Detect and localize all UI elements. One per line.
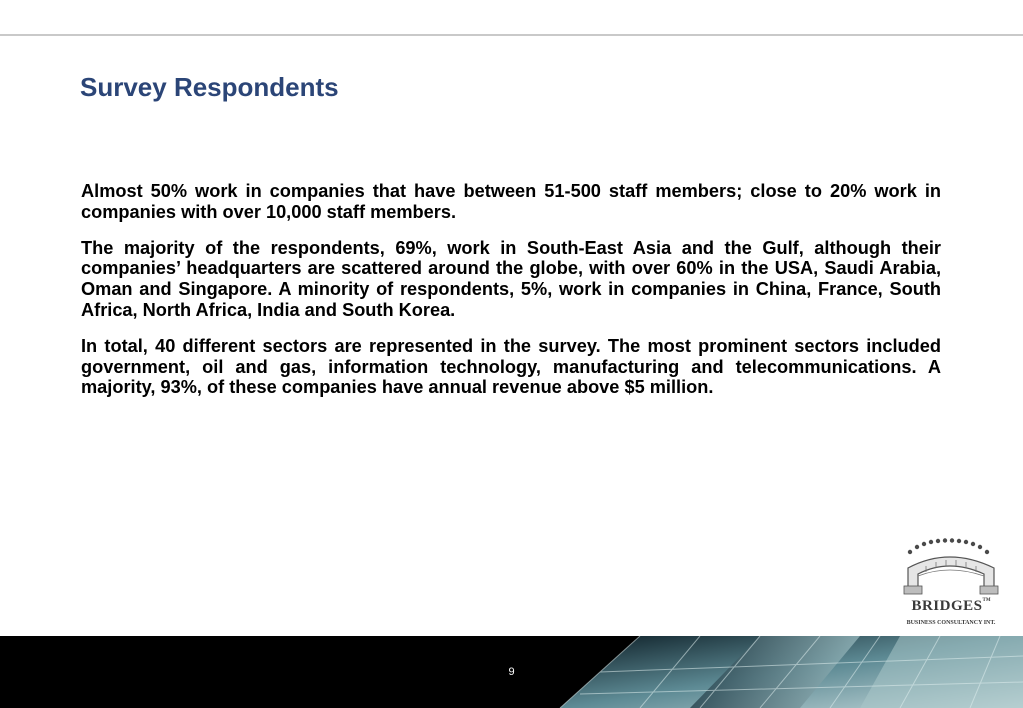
top-divider	[0, 34, 1023, 36]
paragraph-company-size: Almost 50% work in companies that have between 51-500 staff members; close to 20% work in companies with over 10,000 staff members.	[81, 181, 941, 222]
page-number: 9	[508, 666, 515, 678]
paragraph-sectors: In total, 40 different sectors are represented in the survey. The most prominent sectors included government, oil and gas, information technology, manufacturing and telecommunications. A majority, 93%, of these companies have annual revenue above $5 million.	[81, 335, 941, 398]
slide-title: Survey Respondents	[80, 72, 339, 102]
logo-name-text: BRIDGES	[911, 598, 983, 614]
footer-band	[0, 636, 1023, 708]
bridge-arch-icon	[898, 536, 1004, 602]
slide-body	[81, 181, 941, 413]
paragraph-regions: The majority of the respondents, 69%, work in South-East Asia and the Gulf, although their companies’ headquarters are scattered around the globe, with over 60% in the USA, Saudi Arabia, Oman and Singapore. A minority of respondents, 5%, work in companies in China, France, South Africa, North Africa, India and South Korea.	[81, 237, 941, 320]
logo-tagline: BUSINESS CONSULTANCY INT.	[906, 620, 996, 626]
bridges-logo	[898, 536, 1004, 632]
logo-wordmark	[898, 598, 1004, 615]
logo-trademark: TM	[982, 598, 991, 603]
